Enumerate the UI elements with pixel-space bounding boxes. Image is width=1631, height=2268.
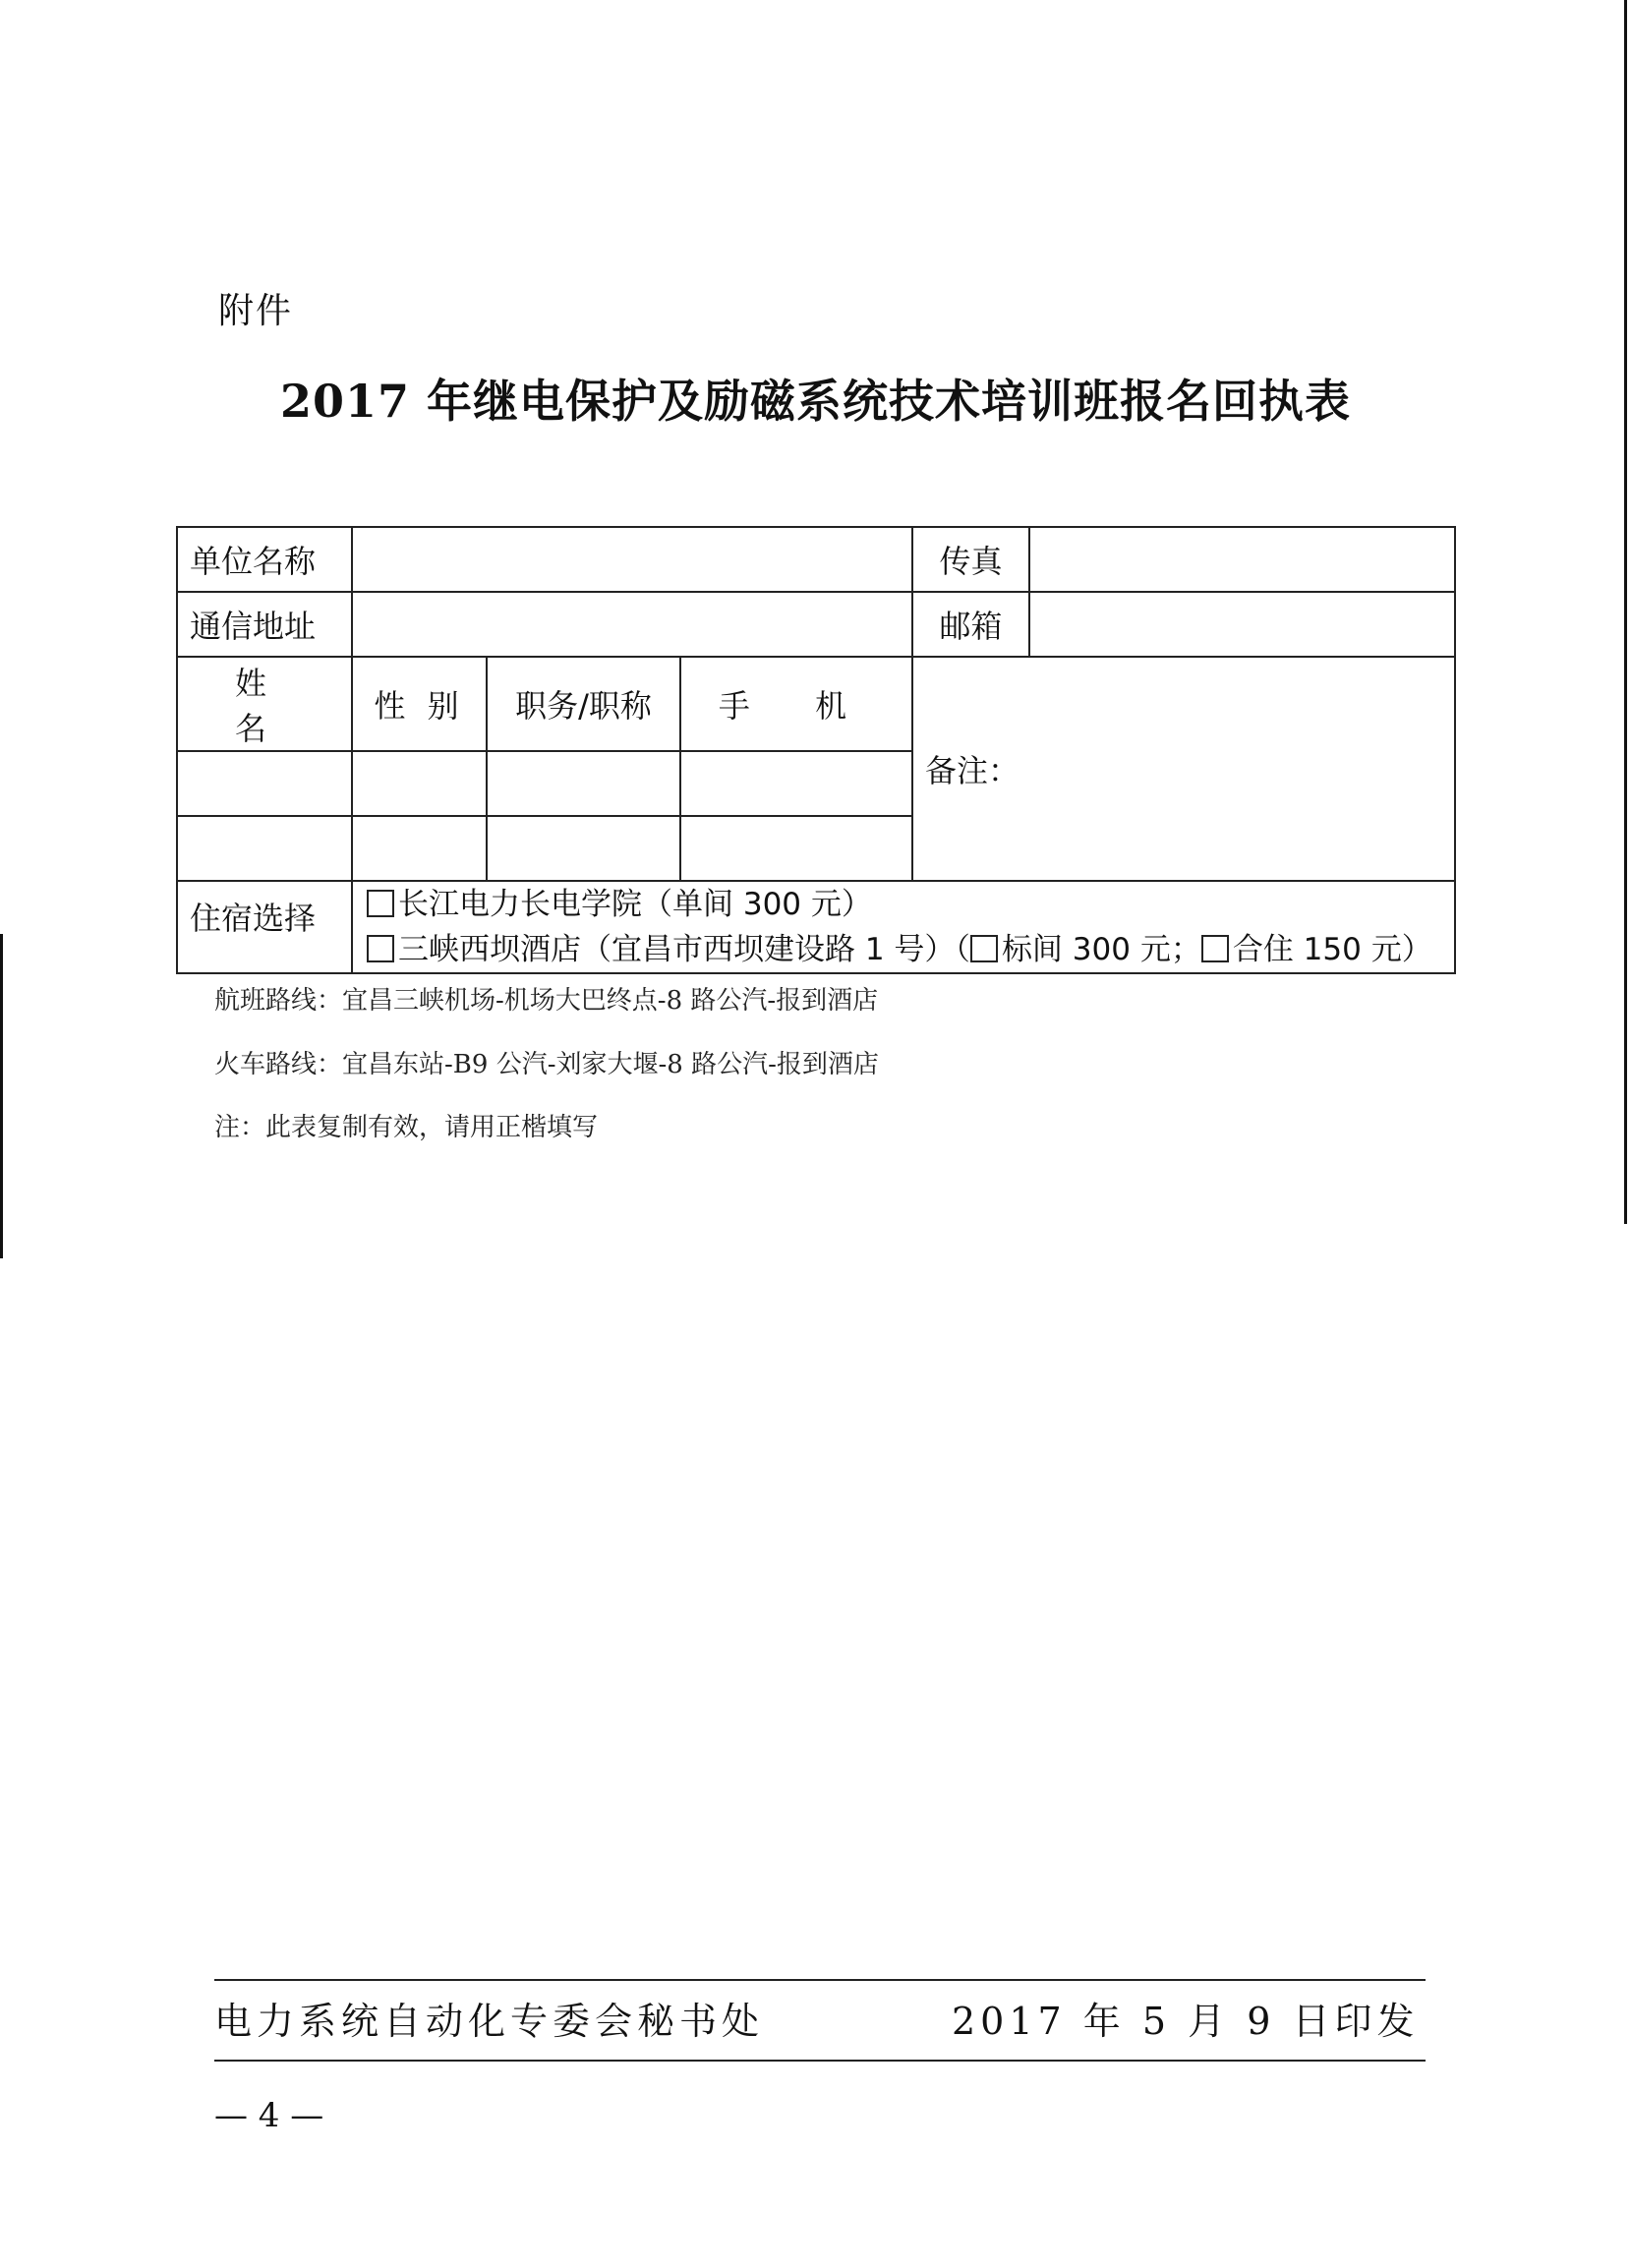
registration-form-table xyxy=(176,526,1456,974)
participant-mobile-field[interactable] xyxy=(680,751,912,816)
email-field[interactable] xyxy=(1029,592,1455,657)
email-label: 邮箱 xyxy=(912,592,1029,657)
fax-label: 传真 xyxy=(912,527,1029,592)
mobile-column-header: 手 机 xyxy=(680,657,912,751)
remark-label: 备注： xyxy=(925,752,1020,789)
checkbox-college[interactable] xyxy=(367,890,394,917)
footer-issue-date: 2017 年 5 月 9 日印发 xyxy=(952,2000,1420,2043)
lodging-row xyxy=(177,881,1455,973)
lodging-label: 住宿选择 xyxy=(177,881,352,973)
column-header-row xyxy=(177,657,1455,751)
unit-name-field[interactable] xyxy=(352,527,912,592)
flight-route-note: 航班路线：宜昌三峡机场-机场大巴终点-8 路公汽-报到酒店 xyxy=(214,986,879,1016)
lodging-option-college-label: 长江电力长电学院（单间 300 元） xyxy=(398,887,872,922)
scan-edge-left xyxy=(0,934,3,1258)
checkbox-hotel[interactable] xyxy=(367,935,394,962)
standard-room-label: 标间 300 元； xyxy=(1001,932,1201,967)
unit-name-label: 单位名称 xyxy=(177,527,352,592)
gender-column-header: 性 别 xyxy=(352,657,487,751)
participant-name-field[interactable] xyxy=(177,751,352,816)
checkbox-standard-room[interactable] xyxy=(970,935,998,962)
fax-field[interactable] xyxy=(1029,527,1455,592)
document-title: 2017 年继电保护及励磁系统技术培训班报名回执表 xyxy=(279,375,1352,428)
copy-note: 注：此表复制有效，请用正楷填写 xyxy=(214,1113,599,1142)
footer-bottom-rule xyxy=(214,2060,1426,2062)
lodging-option-hotel-label: 三峡西坝酒店（宜昌市西坝建设路 1 号）（ xyxy=(398,932,970,967)
checkbox-shared-room[interactable] xyxy=(1201,935,1229,962)
participant-title-field[interactable] xyxy=(487,816,680,881)
lodging-option-hotel xyxy=(367,927,1442,972)
participant-name-field[interactable] xyxy=(177,816,352,881)
address-label: 通信地址 xyxy=(177,592,352,657)
participant-gender-field[interactable] xyxy=(352,751,487,816)
address-field[interactable] xyxy=(352,592,912,657)
train-route-note: 火车路线：宜昌东站-B9 公汽-刘家大堰-8 路公汽-报到酒店 xyxy=(214,1050,879,1079)
attachment-label: 附件 xyxy=(218,291,294,331)
footer-top-rule xyxy=(214,1979,1426,1981)
participant-mobile-field[interactable] xyxy=(680,816,912,881)
scan-edge-right xyxy=(1624,0,1627,1224)
lodging-option-college xyxy=(367,882,1442,927)
footer-organization: 电力系统自动化专委会秘书处 xyxy=(214,2000,765,2043)
participant-title-field[interactable] xyxy=(487,751,680,816)
name-column-header: 姓 名 xyxy=(177,657,352,751)
lodging-options xyxy=(352,881,1455,973)
unit-row xyxy=(177,527,1455,592)
page-number: — 4 — xyxy=(214,2096,324,2135)
address-row xyxy=(177,592,1455,657)
participant-gender-field[interactable] xyxy=(352,816,487,881)
remark-cell[interactable] xyxy=(912,657,1455,881)
shared-room-label: 合住 150 元） xyxy=(1232,932,1432,967)
title-column-header: 职务/职称 xyxy=(487,657,680,751)
